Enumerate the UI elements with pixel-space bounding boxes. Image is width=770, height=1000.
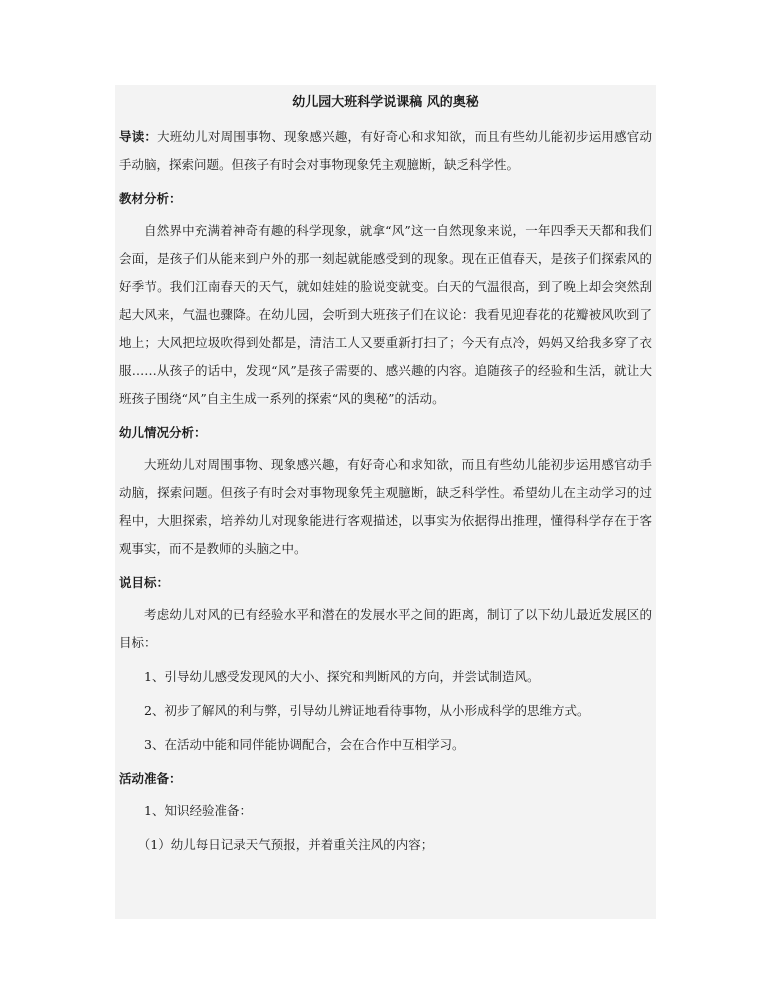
preparation-subitem-1: （1）幼儿每日记录天气预报，并着重关注风的内容； [137,837,434,852]
goal-item-1: 1、引导幼儿感受发现风的大小、探究和判断风的方向，并尝试制造风。 [144,669,540,684]
material-heading: 教材分析： [119,191,182,206]
children-paragraph: 大班幼儿对周围事物、现象感兴趣，有好奇心和求知欲，而且有些幼儿能初步运用感官动手动脑，探索问题。但孩子有时会对事物现象凭主观臆断，缺乏科学性。希望幼儿在主动学习的过程中，大胆探索，培养幼儿对现象能进行客观描述，以事实为依据得出推理，懂得科学存在于客观事实，而不是教师的头脑之中。 [119,457,652,556]
goals-intro-paragraph: 考虑幼儿对风的已有经验水平和潜在的发展水平之间的距离，制订了以下幼儿最近发展区的目标： [119,607,652,650]
preparation-heading: 活动准备： [119,771,182,786]
intro-text: 大班幼儿对周围事物、现象感兴趣，有好奇心和求知欲，而且有些幼儿能初步运用感官动手动脑，探索问题。但孩子有时会对事物现象凭主观臆断，缺乏科学性。 [119,129,652,172]
document-page [115,85,656,919]
preparation-item-1: 1、知识经验准备： [144,803,252,818]
goal-item-2: 2、初步了解风的利与弊，引导幼儿辨证地看待事物，从小形成科学的思维方式。 [144,703,590,718]
material-paragraph: 自然界中充满着神奇有趣的科学现象，就拿“风”这一自然现象来说，一年四季天天都和我们会面，是孩子们从能来到户外的那一刻起就能感受到的现象。现在正值春天，是孩子们探索风的好季节。我们江南春天的天气，就如娃娃的脸说变就变。白天的气温很高，到了晚上却会突然刮起大风来，气温也骤降。在幼儿园，会听到大班孩子们在议论：我看见迎春花的花瓣被风吹到了地上；大风把垃圾吹得到处都是，清洁工人又要重新打扫了；今天有点冷，妈妈又给我多穿了衣服……从孩子的话中，发现“风”是孩子需要的、感兴趣的内容。追随孩子的经验和生活，就让大班孩子围绕“风”自主生成一系列的探索“风的奥秘”的活动。 [119,223,652,406]
children-heading: 幼儿情况分析： [119,425,207,440]
document-title: 幼儿园大班科学说课稿 风的奥秘 [292,95,479,110]
goal-item-3: 3、在活动中能和同伴能协调配合，会在合作中互相学习。 [144,737,465,752]
intro-paragraph [119,123,652,179]
intro-label: 导读： [119,129,158,144]
goals-heading: 说目标： [119,575,170,590]
